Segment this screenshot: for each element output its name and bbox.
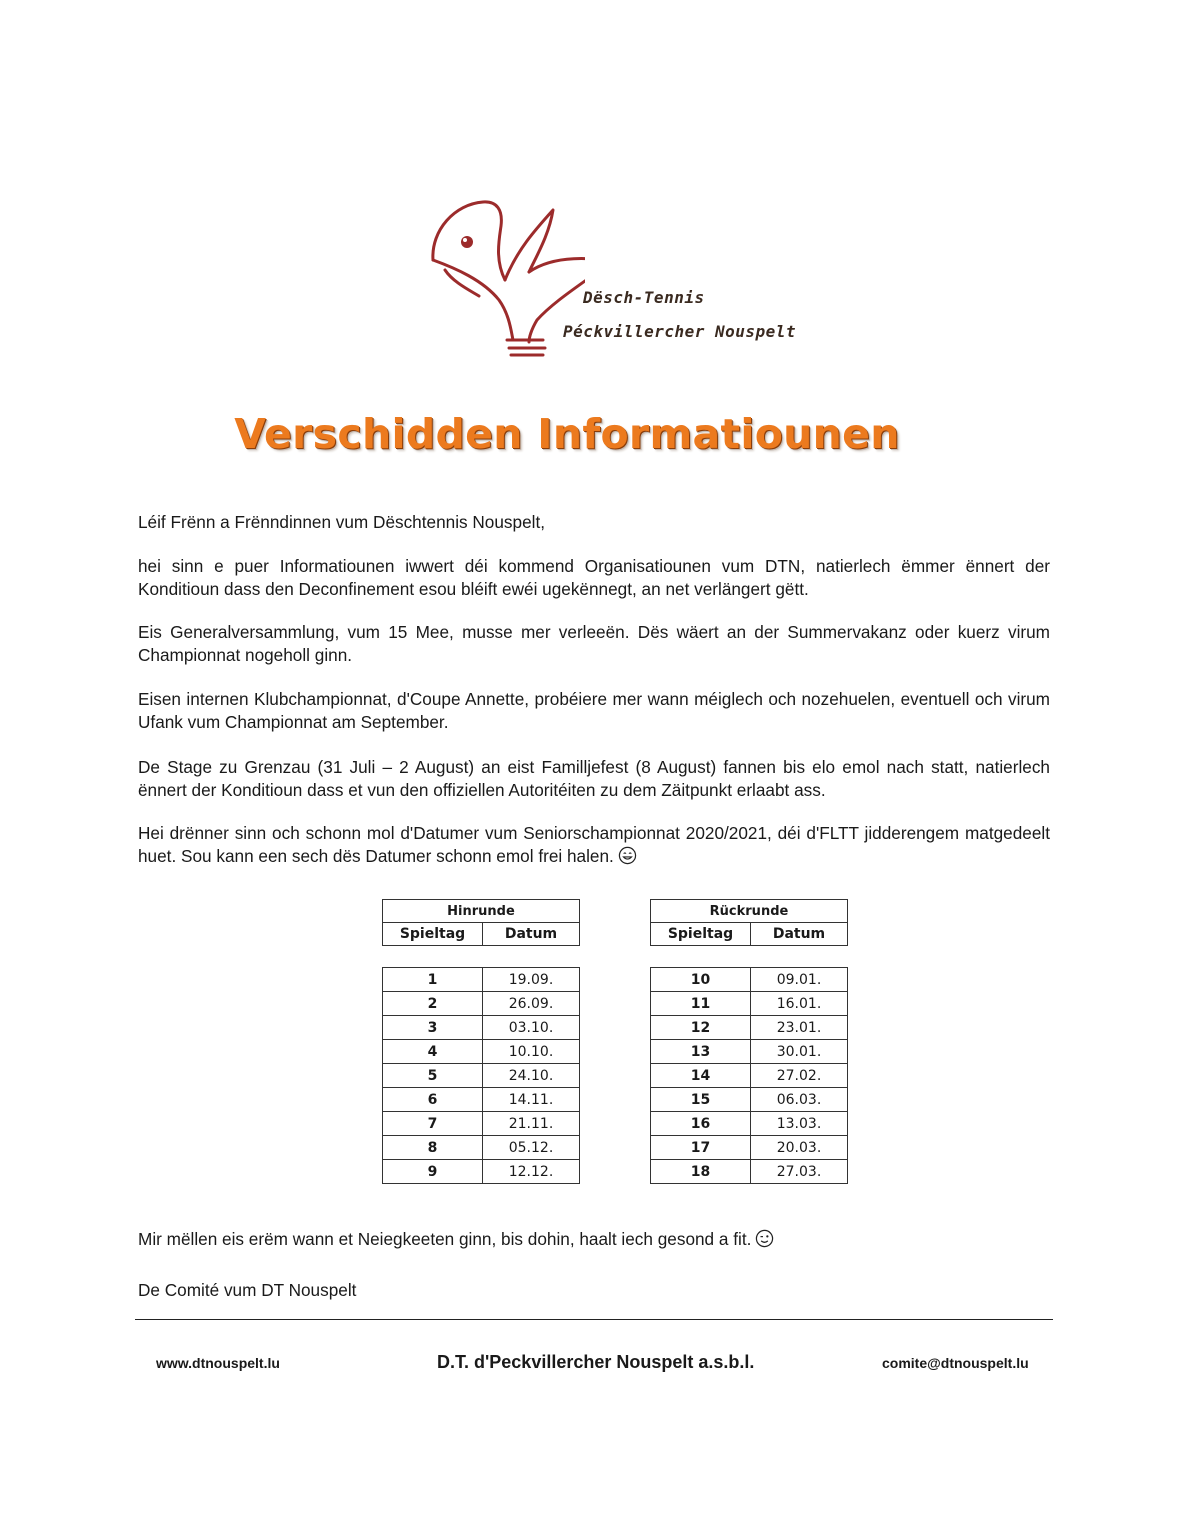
table-row [651,1040,848,1064]
spieltag-cell: 13 [651,1040,751,1064]
table-row [383,1064,580,1088]
spieltag-cell: 4 [383,1040,483,1064]
smiley-icon [618,846,637,865]
hinrunde-table [382,967,580,1184]
signature-text: De Comité vum DT Nouspelt [138,1280,357,1300]
datum-cell: 10.10. [483,1040,580,1064]
table-row [651,992,848,1016]
table-row [383,1040,580,1064]
bird-logo-icon [425,190,585,360]
table-row [651,968,848,992]
datum-cell: 23.01. [751,1016,848,1040]
datum-cell: 12.12. [483,1160,580,1184]
paragraph-club-championship: Eisen internen Klubchampionnat, d'Coupe Annette, probéiere mer wann méiglech och nozehuelen, eventuell och virum Ufank vum Championnat am September. [138,689,1050,732]
spieltag-cell: 11 [651,992,751,1016]
hinrunde-header-table [382,899,580,946]
paragraph-stage: De Stage zu Grenzau (31 Juli – 2 August) an eist Familljefest (8 August) fannen bis elo emol nach statt, natierlech ënnert der Konditioun dass et vun den offiziellen Autoritéiten zu dem Zäitpunkt erlaabt ass. [138,757,1050,800]
spieltag-cell: 3 [383,1016,483,1040]
hinrunde-caption: Hinrunde [383,900,580,923]
spieltag-cell: 6 [383,1088,483,1112]
datum-cell: 24.10. [483,1064,580,1088]
rueckrunde-table [650,967,848,1184]
spieltag-cell: 14 [651,1064,751,1088]
datum-cell: 21.11. [483,1112,580,1136]
hinrunde-col-datum: Datum [483,923,580,946]
rueckrunde-caption: Rückrunde [651,900,848,923]
spieltag-cell: 16 [651,1112,751,1136]
paragraph-senior-dates-text: Hei drënner sinn och schonn mol d'Datumer vum Seniorschampionnat 2020/2021, déi d'FLTT jidderengem matgedeelt huet. Sou kann een sech dës Datumer schonn emol frei halen. [138,823,1050,866]
table-row [383,968,580,992]
table-row [651,1064,848,1088]
datum-cell: 19.09. [483,968,580,992]
footer-club-name: D.T. d'Peckvillercher Nouspelt a.s.b.l. [437,1352,755,1372]
paragraph-closing [138,1228,1050,1251]
datum-cell: 06.03. [751,1088,848,1112]
page-title: Verschidden Informatiounen [234,410,900,458]
datum-cell: 05.12. [483,1136,580,1160]
footer-email-link[interactable]: comite@dtnouspelt.lu [882,1355,1029,1371]
datum-cell: 13.03. [751,1112,848,1136]
table-row [383,1136,580,1160]
datum-cell: 27.03. [751,1160,848,1184]
spieltag-cell: 17 [651,1136,751,1160]
paragraph-deconfinement: hei sinn e puer Informatiounen iwwert déi kommend Organisatiounen vum DTN, natierlech ëmmer ënnert der Konditioun dass den Deconfinement esou bléift ewéi ugekënnegt, an net verlängert gëtt. [138,556,1050,599]
table-row [651,1016,848,1040]
datum-cell: 30.01. [751,1040,848,1064]
spieltag-cell: 12 [651,1016,751,1040]
spieltag-cell: 5 [383,1064,483,1088]
paragraph-general-assembly: Eis Generalversammlung, vum 15 Mee, musse mer verleeën. Dës wäert an der Summervakanz oder kuerz virum Championnat nogeholl ginn. [138,622,1050,665]
logo-text-line1: Dësch-Tennis [583,288,705,307]
table-row [383,1088,580,1112]
paragraph-closing-text: Mir mëllen eis erëm wann et Neiegkeeten ginn, bis dohin, haalt iech gesond a fit. [138,1229,752,1249]
wink-smiley-icon [755,1229,774,1248]
spieltag-cell: 15 [651,1088,751,1112]
rueckrunde-col-datum: Datum [751,923,848,946]
table-row [383,1112,580,1136]
spieltag-cell: 1 [383,968,483,992]
table-row [651,1088,848,1112]
table-row [383,1016,580,1040]
datum-cell: 20.03. [751,1136,848,1160]
table-row [383,1160,580,1184]
datum-cell: 26.09. [483,992,580,1016]
datum-cell: 27.02. [751,1064,848,1088]
datum-cell: 09.01. [751,968,848,992]
spieltag-cell: 2 [383,992,483,1016]
spieltag-cell: 9 [383,1160,483,1184]
rueckrunde-header-table [650,899,848,946]
hinrunde-col-spieltag: Spieltag [383,923,483,946]
club-logo [425,190,797,360]
datum-cell: 16.01. [751,992,848,1016]
table-row [383,992,580,1016]
spieltag-cell: 7 [383,1112,483,1136]
spieltag-cell: 10 [651,968,751,992]
table-row [651,1112,848,1136]
spieltag-cell: 18 [651,1160,751,1184]
footer-divider [135,1319,1053,1320]
greeting-text: Léif Frënn a Frënndinnen vum Dëschtennis Nouspelt, [138,512,545,532]
logo-text-line2: Péckvillercher Nouspelt [563,322,797,341]
datum-cell: 14.11. [483,1088,580,1112]
table-row [651,1160,848,1184]
table-row [651,1136,848,1160]
spieltag-cell: 8 [383,1136,483,1160]
datum-cell: 03.10. [483,1016,580,1040]
footer-website-link[interactable]: www.dtnouspelt.lu [156,1355,280,1371]
rueckrunde-col-spieltag: Spieltag [651,923,751,946]
paragraph-senior-dates [138,822,1050,868]
